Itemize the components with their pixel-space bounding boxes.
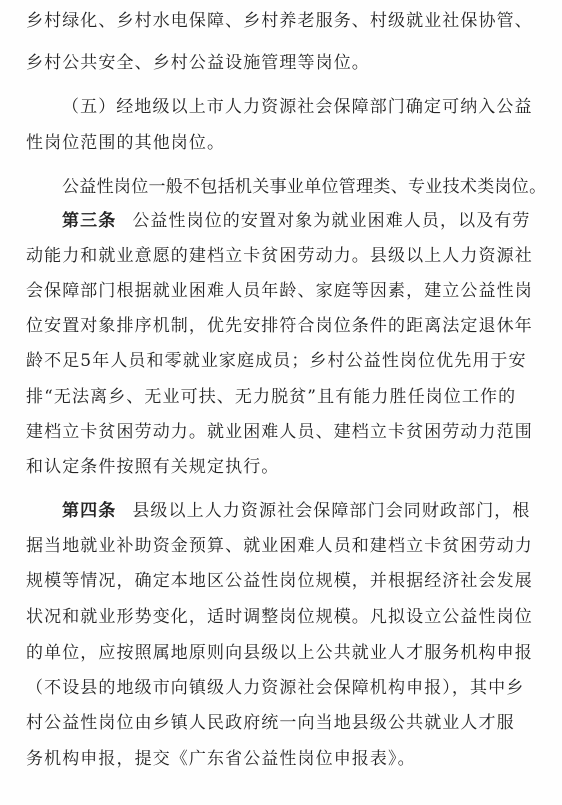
text-line-15: 据当地就业补助资金预算、就业困难人员和建档立卡贫困劳动力 bbox=[26, 536, 533, 556]
text-line-13: 和认定条件按照有关规定执行。 bbox=[26, 457, 280, 477]
text-line-11: 排“无法离乡、无业可扶、无力脱贫”且有能力胜任岗位工作的 bbox=[26, 387, 517, 407]
text-line-3: （五）经地级以上市人力资源社会保障部门确定可纳入公益 bbox=[62, 97, 533, 117]
article-3-heading: 第三条 bbox=[62, 211, 117, 231]
text-line-1: 乡村绿化、乡村水电保障、乡村养老服务、村级就业社保协管、 bbox=[26, 11, 533, 31]
text-line-18: 的单位，应按照属地原则向县级以上公共就业人才服务机构申报 bbox=[26, 643, 533, 663]
text-line-4: 性岗位范围的其他岗位。 bbox=[26, 133, 226, 153]
article-4-text: 县级以上人力资源社会保障部门会同财政部门，根 bbox=[132, 501, 531, 521]
text-line-8: 会保障部门根据就业困难人员年龄、家庭等因素，建立公益性岗 bbox=[26, 281, 533, 301]
text-line-9: 位安置对象排序机制，优先安排符合岗位条件的距离法定退休年 bbox=[26, 316, 533, 336]
text-line-20: 村公益性岗位由乡镇人民政府统一向当地县级公共就业人才服 bbox=[26, 713, 515, 733]
article-3-first-line bbox=[62, 210, 531, 232]
text-line-16: 规模等情况，确定本地区公益性岗位规模，并根据经济社会发展 bbox=[26, 571, 533, 591]
article-3-text: 公益性岗位的安置对象为就业困难人员，以及有劳 bbox=[132, 211, 531, 231]
text-line-21: 务机构申报，提交《广东省公益性岗位申报表》。 bbox=[26, 749, 416, 769]
text-line-7: 动能力和就业意愿的建档立卡贫困劳动力。县级以上人力资源社 bbox=[26, 246, 533, 266]
text-line-5: 公益性岗位一般不包括机关事业单位管理类、专业技术类岗位。 bbox=[62, 177, 547, 197]
text-line-12: 建档立卡贫困劳动力。就业困难人员、建档立卡贫困劳动力范围 bbox=[26, 422, 533, 442]
article-4-first-line bbox=[62, 500, 531, 522]
article-4-heading: 第四条 bbox=[62, 501, 117, 521]
text-line-19: （不设县的地级市向镇级人力资源社会保障机构申报），其中乡 bbox=[26, 678, 525, 698]
text-line-2: 乡村公共安全、乡村公益设施管理等岗位。 bbox=[26, 53, 370, 73]
text-line-17: 状况和就业形势变化，适时调整岗位规模。凡拟设立公益性岗位 bbox=[26, 607, 533, 627]
text-line-10: 龄不足5年人员和零就业家庭成员；乡村公益性岗位优先用于安 bbox=[26, 351, 527, 371]
